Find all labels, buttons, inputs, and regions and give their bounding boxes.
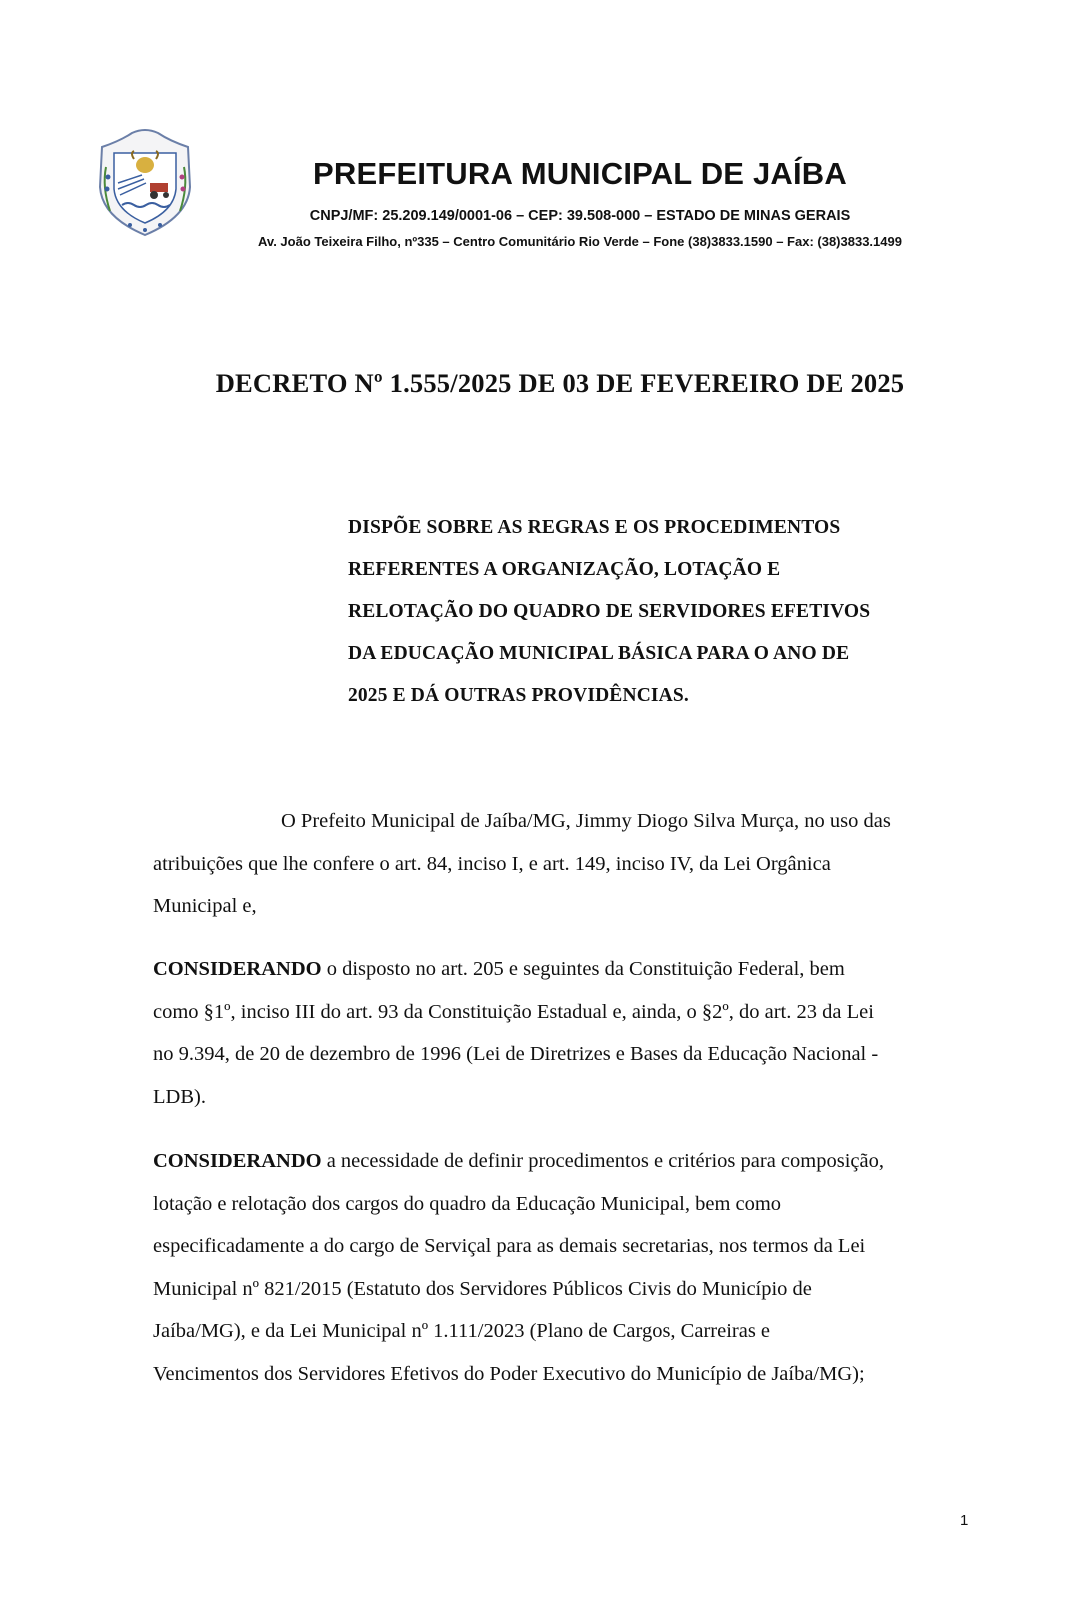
paragraph-text: a necessidade de definir procedimentos e critérios para composição, <box>321 1150 884 1172</box>
considerando-paragraph-1 <box>153 948 973 1118</box>
summary-line: RELOTAÇÃO DO QUADRO DE SERVIDORES EFETIVOS <box>348 601 871 622</box>
summary-line: REFERENTES A ORGANIZAÇÃO, LOTAÇÃO E <box>348 559 781 580</box>
paragraph-line <box>153 1140 973 1183</box>
decree-title: DECRETO Nº 1.555/2025 DE 03 DE FEVEREIRO DE 2025 <box>215 368 905 398</box>
summary-line: 2025 E DÁ OUTRAS PROVIDÊNCIAS. <box>348 685 689 706</box>
summary-line: DA EDUCAÇÃO MUNICIPAL BÁSICA PARA O ANO DE <box>348 643 850 664</box>
paragraph-line: O Prefeito Municipal de Jaíba/MG, Jimmy Diogo Silva Murça, no uso das <box>281 810 891 832</box>
paragraph-line: como §1º, inciso III do art. 93 da Constituição Estadual e, ainda, o §2º, do art. 23 da Lei <box>153 1000 874 1023</box>
considerando-paragraph-2 <box>153 1140 973 1395</box>
decree-summary <box>348 507 948 717</box>
paragraph-line: no 9.394, de 20 de dezembro de 1996 (Lei de Diretrizes e Bases da Educação Nacional - <box>153 1043 879 1065</box>
preamble-paragraph <box>153 800 973 928</box>
paragraph-line: especificadamente a do cargo de Serviçal para as demais secretarias, nos termos da Lei <box>153 1235 866 1257</box>
paragraph-line: Jaíba/MG), e da Lei Municipal nº 1.111/2023 (Plano de Cargos, Carreiras e <box>153 1320 771 1342</box>
paragraph-line: atribuições que lhe confere o art. 84, inciso I, e art. 149, inciso IV, da Lei Orgânica <box>153 852 831 875</box>
paragraph-text: o disposto no art. 205 e seguintes da Constituição Federal, bem <box>321 958 845 980</box>
paragraph-line <box>153 948 973 991</box>
considerando-label: CONSIDERANDO <box>153 1150 322 1172</box>
paragraph-line: Municipal nº 821/2015 (Estatuto dos Servidores Públicos Civis do Município de <box>153 1277 812 1300</box>
municipality-name: PREFEITURA MUNICIPAL DE JAÍBA <box>313 156 847 191</box>
paragraph-line: Municipal e, <box>153 895 257 917</box>
paragraph-line: LDB). <box>153 1085 206 1108</box>
paragraph-line: Vencimentos dos Servidores Efetivos do Poder Executivo do Município de Jaíba/MG); <box>153 1362 865 1385</box>
summary-line: DISPÕE SOBRE AS REGRAS E OS PROCEDIMENTOS <box>348 517 841 538</box>
considerando-label: CONSIDERANDO <box>153 958 322 980</box>
municipal-coat-of-arms-icon <box>90 127 200 239</box>
municipality-registration: CNPJ/MF: 25.209.149/0001-06 – CEP: 39.508-000 – ESTADO DE MINAS GERAIS <box>309 208 851 224</box>
page-number: 1 <box>960 1512 969 1529</box>
paragraph-line: lotação e relotação dos cargos do quadro da Educação Municipal, bem como <box>153 1192 782 1215</box>
municipality-address: Av. João Teixeira Filho, nº335 – Centro Comunitário Rio Verde – Fone (38)3833.1590 – Fax: (38)3833.1499 <box>258 234 902 249</box>
